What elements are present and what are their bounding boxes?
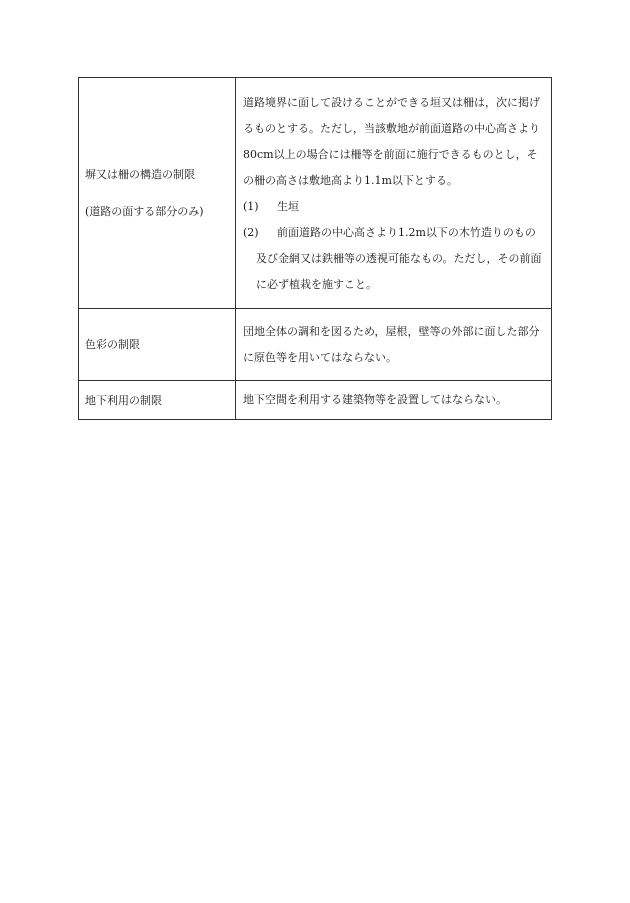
table-row: [79, 309, 552, 381]
list-item: [243, 220, 545, 298]
row-content-color: 団地全体の調和を図るため，屋根，壁等の外部に面した部分に原色等を用いてはならない。: [236, 309, 552, 381]
table-row: [79, 78, 552, 309]
table-row: [79, 381, 552, 420]
row-content-underground: 地下空間を利用する建築物等を設置してはならない。: [236, 381, 552, 420]
list-item: [243, 194, 545, 220]
item-number: (1): [243, 199, 259, 213]
label-line: 塀又は柵の構造の制限: [85, 168, 195, 181]
item-text: 生垣: [277, 199, 299, 213]
row-content-fence: [236, 78, 552, 309]
content-paragraph: 道路境界に面して設けることができる垣又は柵は，次に掲げるものとする。ただし，当該敷地が前面道路の中心高さより80cm以上の場合には柵等を前面に施行できるものとし，その柵の高さは敷地高より1.1m以下とする。: [243, 95, 540, 187]
item-number: (2): [243, 225, 259, 239]
restrictions-table: [78, 77, 552, 420]
row-label-color: 色彩の制限: [79, 309, 236, 381]
row-label-underground: 地下利用の制限: [79, 381, 236, 420]
row-label-fence: [79, 78, 236, 309]
label-line: (道路の面する部分のみ): [85, 205, 204, 218]
item-text: 前面道路の中心高さより1.2m以下の木竹造りのもの及び金網又は鉄柵等の透視可能なもの。ただし，その前面に必ず植栽を施すこと。: [256, 225, 542, 291]
